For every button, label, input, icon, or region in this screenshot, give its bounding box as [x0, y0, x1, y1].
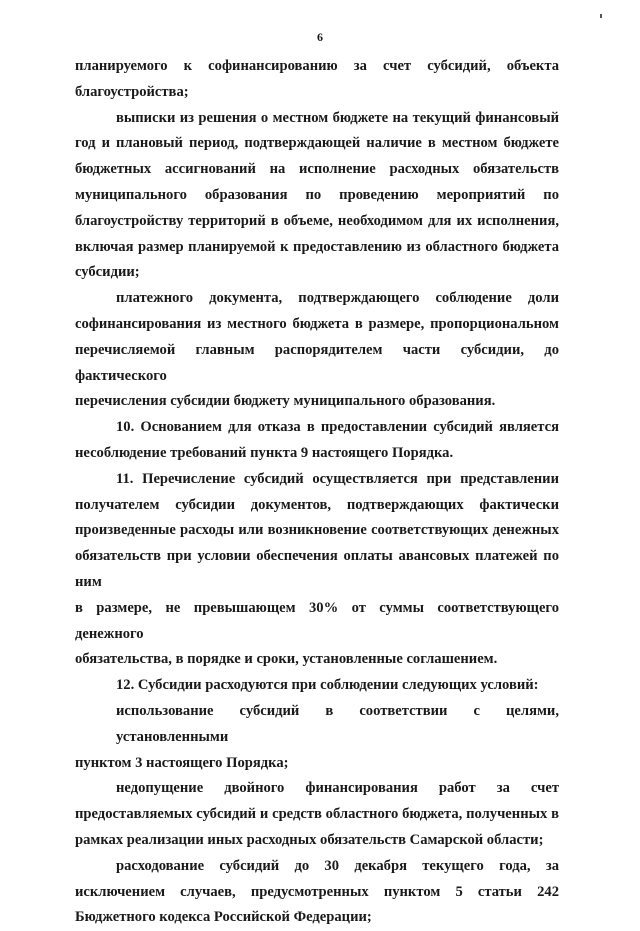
text-line: обязательств при условии обеспечения оплаты авансовых платежей по ним	[75, 548, 559, 590]
text-line: планируемого к софинансированию за счет субсидий, объекта	[75, 58, 559, 74]
text-line: пунктом 3 настоящего Порядка;	[75, 754, 289, 771]
text-line: перечисляемой главным распорядителем части субсидии, до фактического	[75, 341, 559, 384]
document-body	[75, 54, 559, 931]
text-line: бюджетных ассигнований на исполнение расходных обязательств	[75, 161, 559, 178]
text-line: софинансирования из местного бюджета в размере, пропорциональном	[75, 315, 559, 332]
text-line: произведенные расходы или возникновение соответствующих денежных	[75, 522, 559, 539]
paragraph-payment-document	[75, 286, 559, 415]
text-line: обязательства, в порядке и сроки, установленные соглашением.	[75, 651, 498, 668]
text-line: рамках реализации иных расходных обязательств Самарской области;	[75, 831, 544, 848]
scan-speck	[600, 14, 602, 18]
text-line: расходование субсидий до 30 декабря текущего года, за	[116, 857, 559, 874]
text-line: благоустройства;	[75, 83, 189, 100]
paragraph-object-continuation	[75, 54, 559, 106]
text-line: предоставляемых субсидий и средств областного бюджета, полученных в	[75, 806, 559, 823]
paragraph-budget-extract	[75, 106, 559, 287]
text-line: 10. Основанием для отказа в предоставлении субсидий является	[116, 419, 559, 436]
paragraph-condition-deadline	[75, 854, 559, 931]
text-line: муниципального образования по проведению мероприятий по	[75, 186, 559, 203]
text-line: недопущение двойного финансирования работ за счет	[116, 780, 559, 797]
text-line: перечисления субсидии бюджету муниципального образования.	[75, 393, 496, 410]
text-line: исключением случаев, предусмотренных пунктом 5 статьи 242	[75, 883, 559, 900]
text-line: благоустройству территорий в объеме, необходимом для их исполнения,	[75, 212, 559, 229]
text-line: использование субсидий в соответствии с целями, установленными	[116, 702, 559, 745]
paragraph-condition-use	[75, 699, 559, 776]
paragraph-item-12	[75, 673, 559, 699]
paragraph-item-11	[75, 467, 559, 673]
text-line: включая размер планируемой к предоставлению из областного бюджета	[75, 238, 559, 255]
text-line: 12. Субсидии расходуются при соблюдении следующих условий:	[116, 677, 539, 694]
text-line: платежного документа, подтверждающего соблюдение доли	[116, 290, 559, 307]
text-line: 11. Перечисление субсидий осуществляется при представлении	[116, 470, 559, 487]
text-line: получателем субсидии документов, подтверждающих фактически	[75, 496, 559, 513]
page-number: 6	[317, 30, 323, 44]
text-line: в размере, не превышающем 30% от суммы соответствующего денежного	[75, 599, 559, 642]
paragraph-condition-double-financing	[75, 776, 559, 853]
text-line: субсидии;	[75, 264, 140, 281]
text-line: год и плановый период, подтверждающей наличие в местном бюджете	[75, 135, 559, 152]
paragraph-item-10	[75, 415, 559, 467]
text-line: выписки из решения о местном бюджете на текущий финансовый	[116, 109, 559, 126]
text-line: Бюджетного кодекса Российской Федерации;	[75, 909, 372, 926]
text-line: несоблюдение требований пункта 9 настоящего Порядка.	[75, 444, 454, 461]
